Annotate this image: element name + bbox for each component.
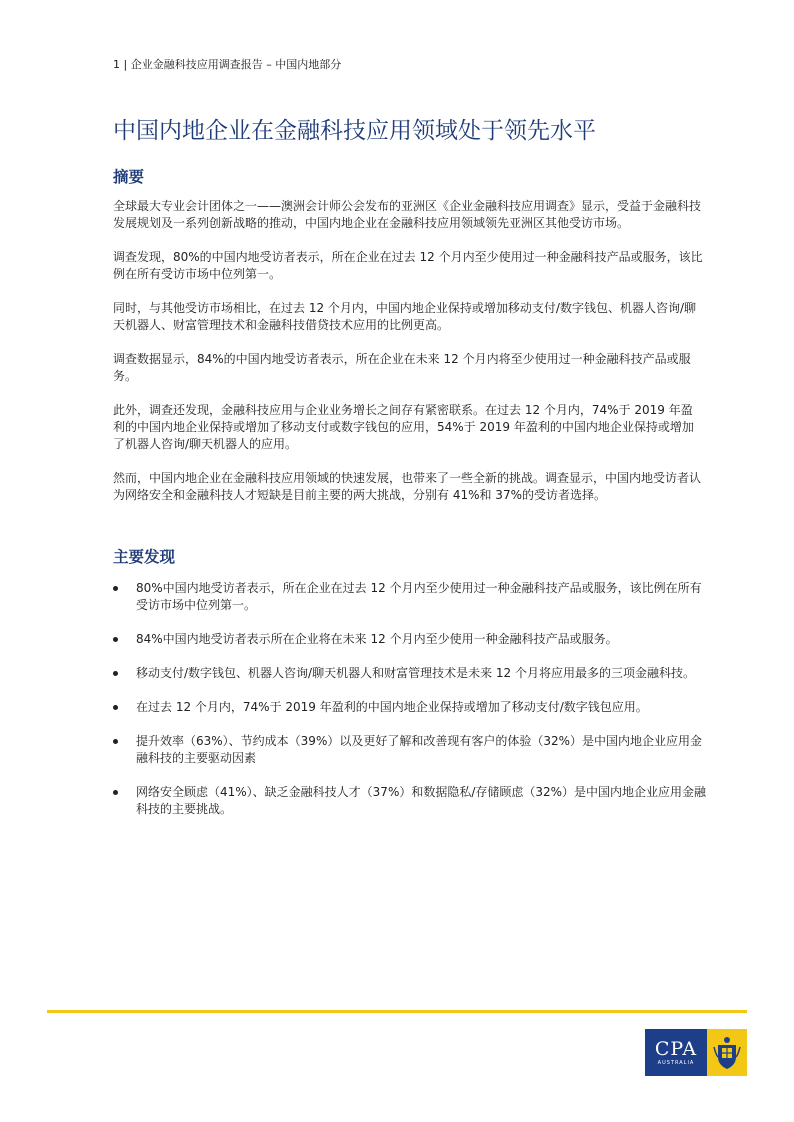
summary-paragraph: 调查数据显示，84%的中国内地受访者表示，所在企业在未来 12 个月内将至少使用过一种金融科技产品或服务。	[113, 352, 691, 383]
bullet-icon	[113, 705, 118, 710]
page-title: 中国内地企业在金融科技应用领域处于领先水平	[113, 118, 596, 144]
summary-heading: 摘要	[113, 168, 145, 186]
finding-item	[113, 580, 713, 614]
finding-item	[113, 784, 713, 818]
findings-heading: 主要发现	[113, 548, 176, 566]
bullet-icon	[113, 586, 118, 591]
finding-item	[113, 733, 713, 767]
summary-paragraph: 然而，中国内地企业在金融科技应用领域的快速发展，也带来了一些全新的挑战。调查显示，中国内地受访者认为网络安全和金融科技人才短缺是目前主要的两大挑战，分别有 41%和 37%的受访者选择。	[113, 471, 702, 502]
summary-paragraph: 全球最大专业会计团体之一——澳洲会计师公会发布的亚洲区《企业金融科技应用调查》显示，受益于金融科技发展规划及一系列创新战略的推动，中国内地企业在金融科技应用领域领先亚洲区其他受访市场。	[113, 199, 702, 230]
page-header: 1 | 企业金融科技应用调查报告 – 中国内地部分	[113, 58, 342, 71]
bullet-icon	[113, 637, 118, 642]
finding-text: 80%中国内地受访者表示，所在企业在过去 12 个月内至少使用过一种金融科技产品或服务，该比例在所有受访市场中位列第一。	[136, 581, 702, 612]
footer-divider	[47, 1010, 747, 1013]
summary-paragraph: 此外，调查还发现，金融科技应用与企业业务增长之间存有紧密联系。在过去 12 个月内，74%于 2019 年盈利的中国内地企业保持或增加了移动支付或数字钱包的应用，54%于 2019 年盈利的中国内地企业保持或增加了机器人咨询/聊天机器人的应用。	[113, 403, 694, 451]
finding-text: 移动支付/数字钱包、机器人咨询/聊天机器人和财富管理技术是未来 12 个月将应用最多的三项金融科技。	[136, 666, 695, 680]
finding-item	[113, 665, 713, 682]
logo-crest-panel	[707, 1029, 747, 1076]
cpa-australia-logo	[645, 1029, 747, 1076]
findings-list	[113, 580, 713, 835]
bullet-icon	[113, 739, 118, 744]
finding-text: 网络安全顾虑（41%）、缺乏金融科技人才（37%）和数据隐私/存储顾虑（32%）是中国内地企业应用金融科技的主要挑战。	[136, 785, 707, 816]
logo-text: CPA	[654, 1037, 698, 1060]
logo-subtext: AUSTRALIA	[657, 1059, 695, 1066]
finding-text: 提升效率（63%）、节约成本（39%）以及更好了解和改善现有客户的体验（32%）是中国内地企业应用金融科技的主要驱动因素	[136, 734, 703, 765]
finding-item	[113, 631, 713, 648]
finding-text: 84%中国内地受访者表示所在企业将在未来 12 个月内至少使用一种金融科技产品或服务。	[136, 632, 618, 646]
summary-paragraph: 同时，与其他受访市场相比，在过去 12 个月内，中国内地企业保持或增加移动支付/数字钱包、机器人咨询/聊天机器人、财富管理技术和金融科技借贷技术应用的比例更高。	[113, 301, 696, 332]
finding-item	[113, 699, 713, 716]
summary-paragraph: 调查发现，80%的中国内地受访者表示，所在企业在过去 12 个月内至少使用过一种金融科技产品或服务，该比例在所有受访市场中位列第一。	[113, 250, 703, 281]
bullet-icon	[113, 671, 118, 676]
logo-wordmark	[645, 1029, 707, 1076]
crest-icon	[713, 1035, 741, 1071]
bullet-icon	[113, 790, 118, 795]
summary-section	[113, 198, 703, 521]
finding-text: 在过去 12 个月内，74%于 2019 年盈利的中国内地企业保持或增加了移动支付/数字钱包应用。	[136, 700, 648, 714]
